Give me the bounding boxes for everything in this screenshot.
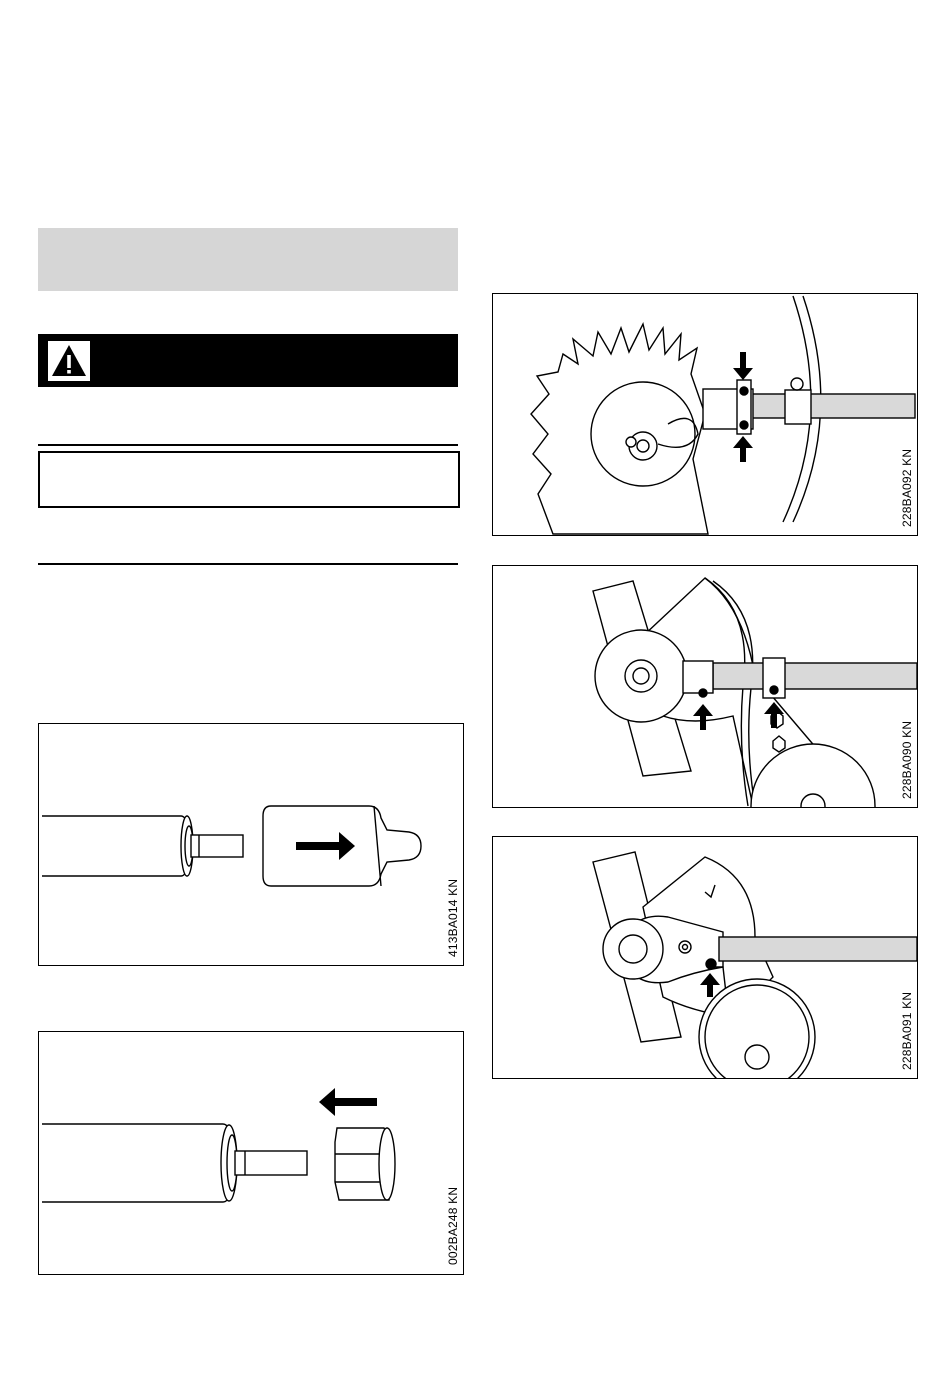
section-heading-band (38, 228, 458, 291)
cap-removal-illustration (39, 724, 463, 965)
figure-sleeve-removal (38, 1031, 464, 1275)
figure-code: 228BA091 KN (900, 991, 914, 1070)
figure-deflector-clamp (492, 293, 918, 536)
notice-box (38, 451, 460, 508)
arrow-icon (733, 436, 753, 462)
warning-bar (38, 334, 458, 387)
figure-code: 228BA092 KN (900, 448, 914, 527)
figure-guard-bolt (492, 836, 918, 1079)
figure-guard-mounting (492, 565, 918, 808)
figure-code: 413BA014 KN (446, 878, 460, 957)
arrow-icon (319, 1088, 377, 1116)
figure-cap-removal (38, 723, 464, 966)
sleeve-illustration (39, 1032, 463, 1274)
deflector-clamp-illustration (493, 294, 917, 535)
figure-code: 002BA248 KN (446, 1186, 460, 1265)
divider-rule (38, 444, 458, 446)
guard-mounting-illustration (493, 566, 917, 807)
guard-bolt-illustration (493, 837, 917, 1078)
warning-triangle-icon (48, 341, 90, 381)
divider-rule (38, 563, 458, 565)
figure-code: 228BA090 KN (900, 720, 914, 799)
arrow-icon (733, 352, 753, 380)
